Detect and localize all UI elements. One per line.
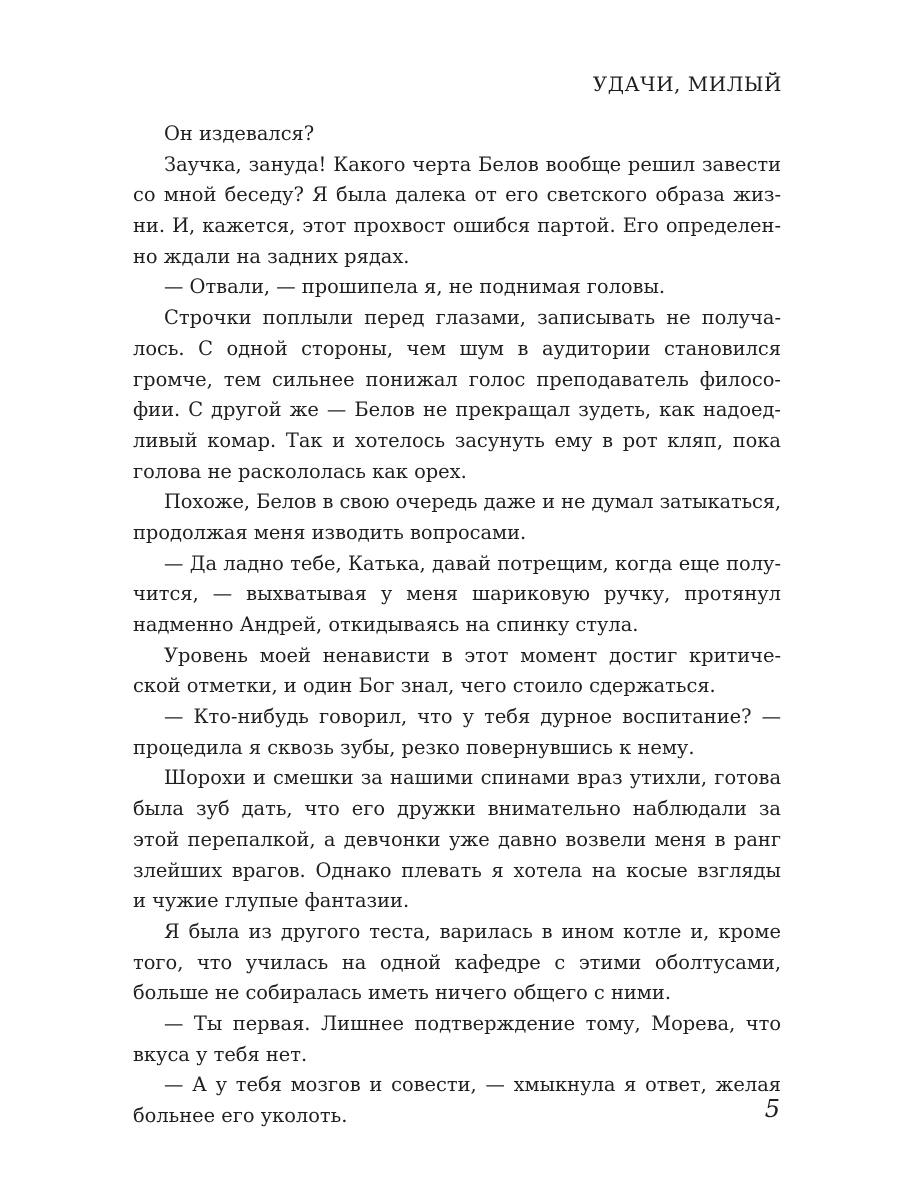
text-line: продолжая меня изводить вопросами. (133, 520, 527, 544)
text-line: громче, тем сильнее понижал голос преподаватель филосо- (133, 367, 781, 391)
text-line: Заучка, зануда! Какого черта Белов вообще решил завести (164, 152, 781, 176)
text-line: процедила я сквозь зубы, резко повернувшись к нему. (133, 735, 695, 759)
text-line: ни. И, кажется, этот прохвост ошибся партой. Его определен- (133, 214, 781, 238)
text-line: злейших врагов. Однако плевать я хотела на косые взгляды (133, 858, 781, 882)
text-line: фии. С другой же — Белов не прекращал зудеть, как надоед- (133, 398, 781, 422)
text-line: — А у тебя мозгов и совести, — хмыкнула я ответ, желая (164, 1073, 781, 1097)
text-line: того, что училась на одной кафедре с этими оболтусами, (133, 950, 781, 974)
text-line: ской отметки, и один Бог знал, чего стоило сдержаться. (133, 674, 716, 698)
text-line: лось. С одной стороны, чем шум в аудитории становился (133, 336, 781, 360)
text-line: этой перепалкой, а девчонки уже давно возвели меня в ранг (133, 827, 781, 851)
text-line: Уровень моей ненависти в этот момент достиг критиче- (164, 643, 781, 667)
text-line: со мной беседу? Я была далека от его светского образа жиз- (133, 183, 781, 207)
text-line: вкуса у тебя нет. (133, 1042, 308, 1066)
text-line: Он издевался? (164, 122, 315, 145)
text-line: — Ты первая. Лишнее подтверждение тому, Морева, что (164, 1011, 781, 1035)
text-line: и чужие глупые фантазии. (133, 889, 410, 913)
text-line: голова не раскололась как орех. (133, 459, 467, 483)
text-line: — Кто-нибудь говорил, что у тебя дурное воспитание? — (164, 705, 781, 729)
text-line: Похоже, Белов в свою очередь даже и не думал затыкаться, (164, 490, 781, 514)
text-line: Я была из другого теста, варилась в ином котле и, кроме (164, 919, 781, 943)
running-head: УДАЧИ, МИЛЫЙ (592, 72, 782, 96)
text-line: надменно Андрей, откидываясь на спинку стула. (133, 613, 639, 636)
text-line: чится, — выхватывая у меня шариковую ручку, протянул (133, 582, 781, 606)
text-line: больше не собиралась иметь ничего общего с ними. (133, 981, 671, 1005)
text-line: Шорохи и смешки за нашими спинами враз утихли, готова (164, 766, 781, 790)
text-line: Строчки поплыли перед глазами, записывать не получа- (164, 306, 781, 330)
text-line: — Отвали, — прошипела я, не поднимая головы. (164, 275, 666, 299)
text-line: ливый комар. Так и хотелось засунуть ему в рот кляп, пока (133, 428, 781, 452)
body-text (133, 119, 781, 1132)
text-line: была зуб дать, что его дружки внимательно наблюдали за (133, 797, 781, 821)
text-line: — Да ладно тебе, Катька, давай потрещим, когда еще полу- (164, 551, 781, 575)
page-number: 5 (764, 1095, 780, 1123)
text-line: но ждали на задних рядах. (133, 244, 410, 268)
text-line: больнее его уколоть. (133, 1104, 348, 1127)
